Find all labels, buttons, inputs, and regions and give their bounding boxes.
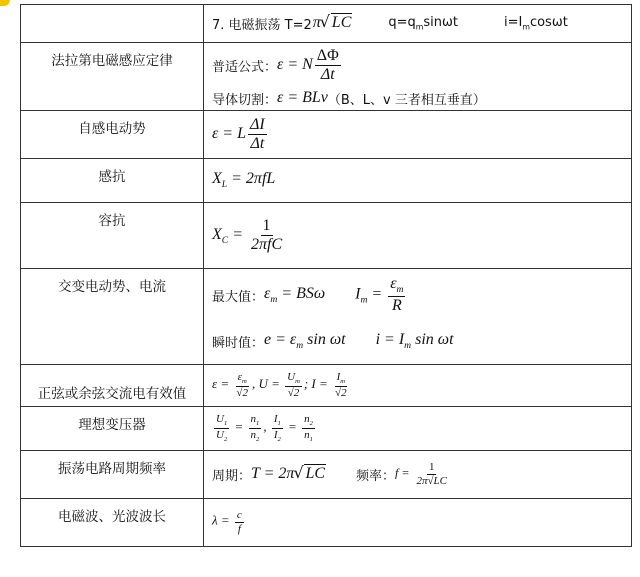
table-row [21, 159, 632, 203]
row-label [21, 5, 204, 43]
row-content: 周期： T = 2π√ LC 频率： f = $\frac{1}{2\pi√LC}$ [204, 451, 632, 499]
row-label: 交变电动势、电流 [21, 269, 204, 365]
table-row [21, 499, 632, 547]
row-label: 感抗 [21, 159, 204, 203]
row-content: 7. 电磁振荡 T=2 π √ LC $q=q_m\sin\omega t$ $i=I_m\cos\omega t$ [204, 5, 632, 43]
sqrt-lc: √ LC [321, 14, 353, 32]
current-formula: $i=I_m\cos\omega t$ [504, 14, 568, 32]
max-current-formula: $I_m$ = $\frac{\varepsilon_m}{R}$ [355, 275, 404, 315]
table-row [21, 269, 632, 365]
row-content: 普适公式： ε = N $\frac{\Delta\Phi}{\Delta t}$ 导体切割： ε = BLv （B、L、v 三者相互垂直） [204, 43, 632, 111]
row-content [204, 365, 632, 407]
rms-formulas: ε = $\frac{\varepsilon_m}{√2}$ , U = $\frac{U_m}{√2}$ ; I = $\frac{I_m}{√2}$ [212, 371, 347, 399]
row-label: 正弦或余弦交流电有效值 [21, 365, 204, 407]
row-content: 最大值： $\varepsilon_m = BS\omega$ $I_m$ = $\frac{\varepsilon_m}{R}$ 瞬时值： $e = \varepsilon_m$ sin ωt $i = I_m$ sin ωt [204, 269, 632, 365]
instant-emf-formula: $e = \varepsilon_m$ sin ωt [264, 330, 346, 352]
motional-emf-formula: ε = BLv [277, 89, 328, 106]
frequency-formula: f = $\frac{1}{2\pi√LC}$ [395, 461, 447, 487]
instant-current-formula: $i = I_m$ sin ωt [375, 330, 454, 352]
inductive-reactance-formula: $X_L = 2\pi fL$ [212, 169, 276, 191]
row-label: 理想变压器 [21, 407, 204, 451]
row-label: 电磁波、光波波长 [21, 499, 204, 547]
transformer-formulas: $\frac{U_1}{U_2}$ = $\frac{n_1}{n_2}$ , $\frac{I_1}{I_2}$ = $\frac{n_2}{n_1}$ [216, 413, 313, 443]
row-label: 振荡电路周期频率 [21, 451, 204, 499]
table-row [21, 365, 632, 407]
table-row [21, 43, 632, 111]
period-formula: T = 2π√ LC [251, 465, 326, 483]
row-label: 自感电动势 [21, 111, 204, 159]
row-label: 容抗 [21, 203, 204, 269]
max-emf-formula: $\varepsilon_m = BS\omega$ [264, 284, 326, 306]
lc-oscillation-label: 7. 电磁振荡 T=2 [212, 17, 312, 33]
row-content [204, 407, 632, 451]
faraday-formula: ε = N $\frac{\Delta\Phi}{\Delta t}$ [277, 46, 339, 83]
row-label: 法拉第电磁感应定律 [21, 43, 204, 111]
charge-formula: $q=q_m\sin\omega t$ [388, 14, 458, 32]
row-content [204, 499, 632, 547]
row-content [204, 203, 632, 269]
table-row [21, 5, 632, 43]
capacitive-reactance-formula: $X_C$ = $\frac{1}{\text{2πfC}}$ [212, 216, 283, 253]
table-row [21, 451, 632, 499]
row-content [204, 159, 632, 203]
table-row [21, 111, 632, 159]
table-row [21, 203, 632, 269]
self-induction-formula: ε = L $\frac{\Delta I}{\Delta t}$ [212, 115, 265, 152]
table-row [21, 407, 632, 451]
row-content [204, 111, 632, 159]
corner-decoration [0, 0, 10, 6]
physics-formula-table [20, 4, 632, 547]
wavelength-formula: λ = $\frac{c}{f}$ [212, 509, 242, 535]
